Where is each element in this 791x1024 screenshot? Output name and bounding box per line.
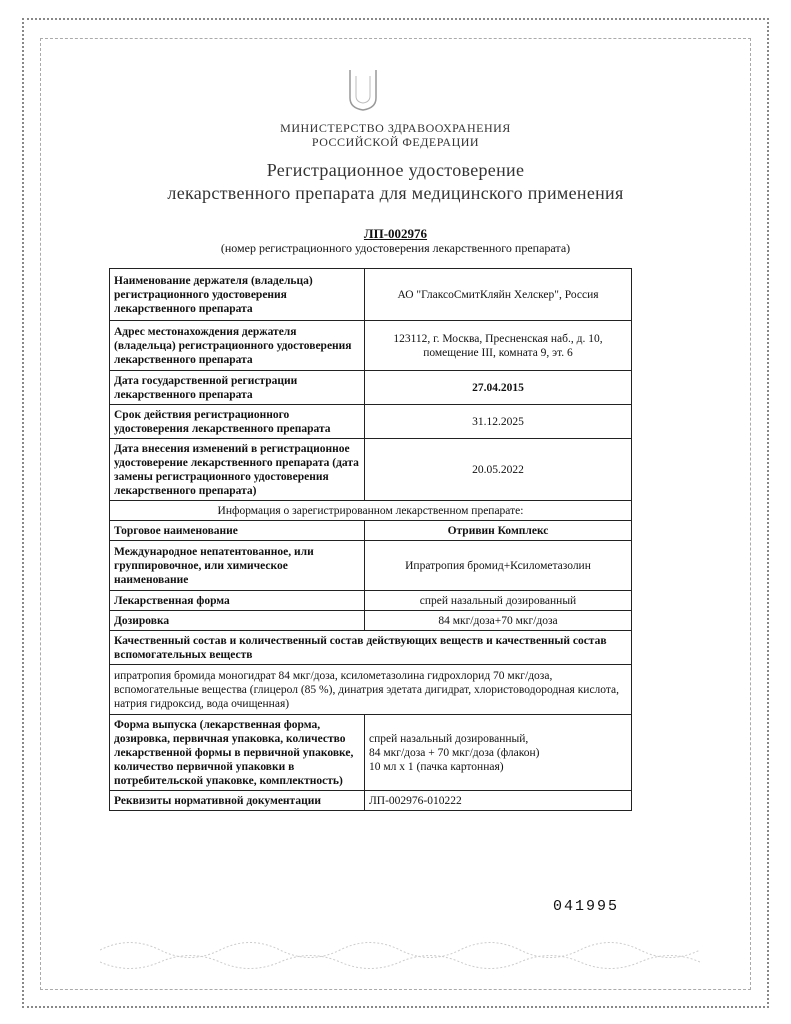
table-row (110, 405, 632, 439)
registration-number-caption: (номер регистрационного удостоверения лекарственного препарата) (220, 241, 571, 255)
table-row (110, 611, 632, 631)
trade-name-value: Отривин Комплекс (365, 521, 632, 541)
blank-serial-number: 041995 (553, 898, 620, 915)
release-form-label: Форма выпуска (лекарственная форма, дозировка, первичная упаковка, количество лекарственной формы в первичной упаковке, количество первичной упаковки в потребительской упаковке, комплектность) (110, 715, 365, 791)
release-form-line1: спрей назальный дозированный, (369, 732, 529, 745)
normative-docs-value: ЛП-002976-010222 (365, 791, 632, 811)
normative-docs-label: Реквизиты нормативной документации (110, 791, 365, 811)
table-row (110, 715, 632, 791)
table-row (110, 791, 632, 811)
table-row (110, 521, 632, 541)
document-title-line1: Регистрационное удостоверение (266, 160, 525, 180)
ministry-name-line1: МИНИСТЕРСТВО ЗДРАВООХРАНЕНИЯ (280, 121, 511, 135)
table-row (110, 371, 632, 405)
dosage-form-label: Лекарственная форма (110, 591, 365, 611)
composition-text: ипратропия бромида моногидрат 84 мкг/доза, ксилометазолина гидрохлорид 70 мкг/доза, вспомогательные вещества (глицерол (85 %), динатрия эдетата дигидрат, хлористоводородная кислота, натрия гидроксид, вода очищенная) (110, 665, 632, 715)
table-row (110, 269, 632, 321)
holder-address-label: Адрес местонахождения держателя (владельца) регистрационного удостоверения лекарственного препарата (110, 321, 365, 371)
holder-name-value: АО "ГлаксоСмитКляйн Хелскер", Россия (365, 269, 632, 321)
document-title-line2: лекарственного препарата для медицинского применения (167, 183, 624, 203)
reg-date-label: Дата государственной регистрации лекарственного препарата (110, 371, 365, 405)
table-row (110, 439, 632, 501)
inn-label: Международное непатентованное, или группировочное, или химическое наименование (110, 541, 365, 591)
changes-date-value: 20.05.2022 (365, 439, 632, 501)
holder-name-label: Наименование держателя (владельца) регистрационного удостоверения лекарственного препарата (110, 269, 365, 321)
holder-address-value (365, 321, 632, 371)
validity-value: 31.12.2025 (365, 405, 632, 439)
dosage-label: Дозировка (110, 611, 365, 631)
table-row (110, 665, 632, 715)
table-row (110, 541, 632, 591)
table-row (110, 631, 632, 665)
table-row (110, 591, 632, 611)
composition-header: Качественный состав и количественный состав действующих веществ и качественный состав вспомогательных веществ (110, 631, 632, 665)
dosage-value: 84 мкг/доза+70 мкг/доза (365, 611, 632, 631)
coat-of-arms-emblem (346, 68, 380, 112)
certificate-table (109, 268, 632, 811)
ministry-name-line2: РОССИЙСКОЙ ФЕДЕРАЦИИ (311, 135, 480, 149)
table-row (110, 321, 632, 371)
inn-value: Ипратропия бромид+Ксилометазолин (365, 541, 632, 591)
table-row (110, 501, 632, 521)
decorative-bottom-pattern (100, 930, 700, 980)
release-form-line3: 10 мл х 1 (пачка картонная) (369, 760, 504, 773)
reg-date-value: 27.04.2015 (365, 371, 632, 405)
holder-address-line2: помещение III, комната 9, эт. 6 (423, 346, 573, 359)
validity-label: Срок действия регистрационного удостоверения лекарственного препарата (110, 405, 365, 439)
registration-number: ЛП-002976 (363, 226, 428, 241)
release-form-line2: 84 мкг/доза + 70 мкг/доза (флакон) (369, 746, 540, 759)
trade-name-label: Торговое наименование (110, 521, 365, 541)
holder-address-line1: 123112, г. Москва, Пресненская наб., д. 10, (393, 332, 603, 345)
info-section-header: Информация о зарегистрированном лекарственном препарате: (110, 501, 632, 521)
release-form-value (365, 715, 632, 791)
dosage-form-value: спрей назальный дозированный (365, 591, 632, 611)
changes-date-label: Дата внесения изменений в регистрационное удостоверение лекарственного препарата (дата замены регистрационного удостоверения лекарственного препарата) (110, 439, 365, 501)
